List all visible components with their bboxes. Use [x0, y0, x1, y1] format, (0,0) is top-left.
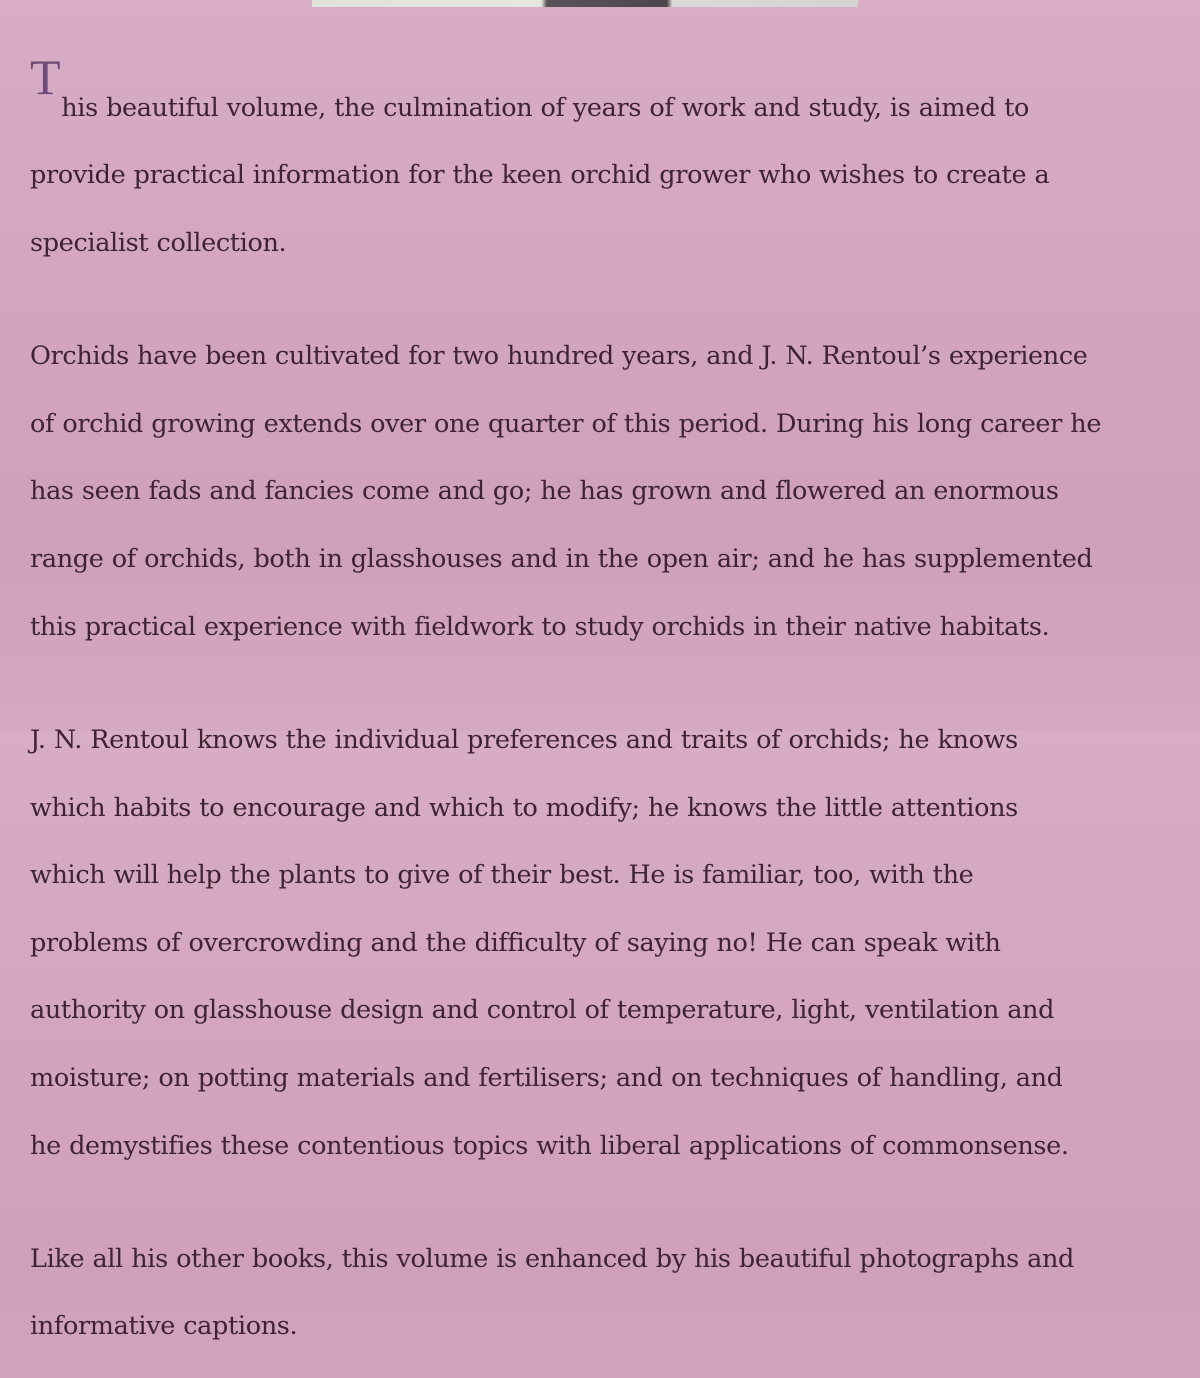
- text-line: he demystifies these contentious topics with liberal applications of commonsense.: [30, 1130, 1069, 1161]
- text-line: of orchid growing extends over one quarter of this period. During his long career he: [30, 408, 1102, 439]
- text-line: Like all his other books, this volume is enhanced by his beautiful photographs and: [30, 1243, 1075, 1274]
- paragraph-expertise: [30, 690, 1190, 1197]
- text-line: this practical experience with fieldwork to study orchids in their native habitats.: [30, 611, 1050, 642]
- text-line: has seen fads and fancies come and go; he has grown and flowered an enormous: [30, 476, 1059, 507]
- paragraph-intro: [30, 24, 1190, 294]
- text-line: authority on glasshouse design and control of temperature, light, ventilation and: [30, 995, 1055, 1026]
- text-line: his beautiful volume, the culmination of years of work and study, is aimed to: [61, 92, 1030, 123]
- text-line: range of orchids, both in glasshouses and in the open air; and he has supplemented: [30, 543, 1093, 574]
- text-line: specialist collection.: [30, 227, 287, 258]
- text-line: J. N. Rentoul knows the individual preferences and traits of orchids; he knows: [30, 724, 1018, 755]
- text-line: moisture; on potting materials and fertilisers; and on techniques of handling, and: [30, 1062, 1063, 1093]
- text-line: informative captions.: [30, 1311, 298, 1342]
- paragraph-history: [30, 306, 1190, 678]
- text-line: problems of overcrowding and the difficulty of saying no! He can speak with: [30, 927, 1001, 958]
- drop-cap: T: [30, 48, 61, 105]
- text-line: which will help the plants to give of their best. He is familiar, too, with the: [30, 860, 974, 891]
- blurb-text-block: [30, 24, 1190, 1378]
- text-line: provide practical information for the keen orchid grower who wishes to create a: [30, 160, 1050, 191]
- cover-photo-edge: [312, 0, 858, 7]
- text-line: which habits to encourage and which to modify; he knows the little attentions: [30, 792, 1018, 823]
- text-line: Orchids have been cultivated for two hundred years, and J. N. Rentoul’s experience: [30, 341, 1088, 372]
- paragraph-closing: [30, 1209, 1190, 1378]
